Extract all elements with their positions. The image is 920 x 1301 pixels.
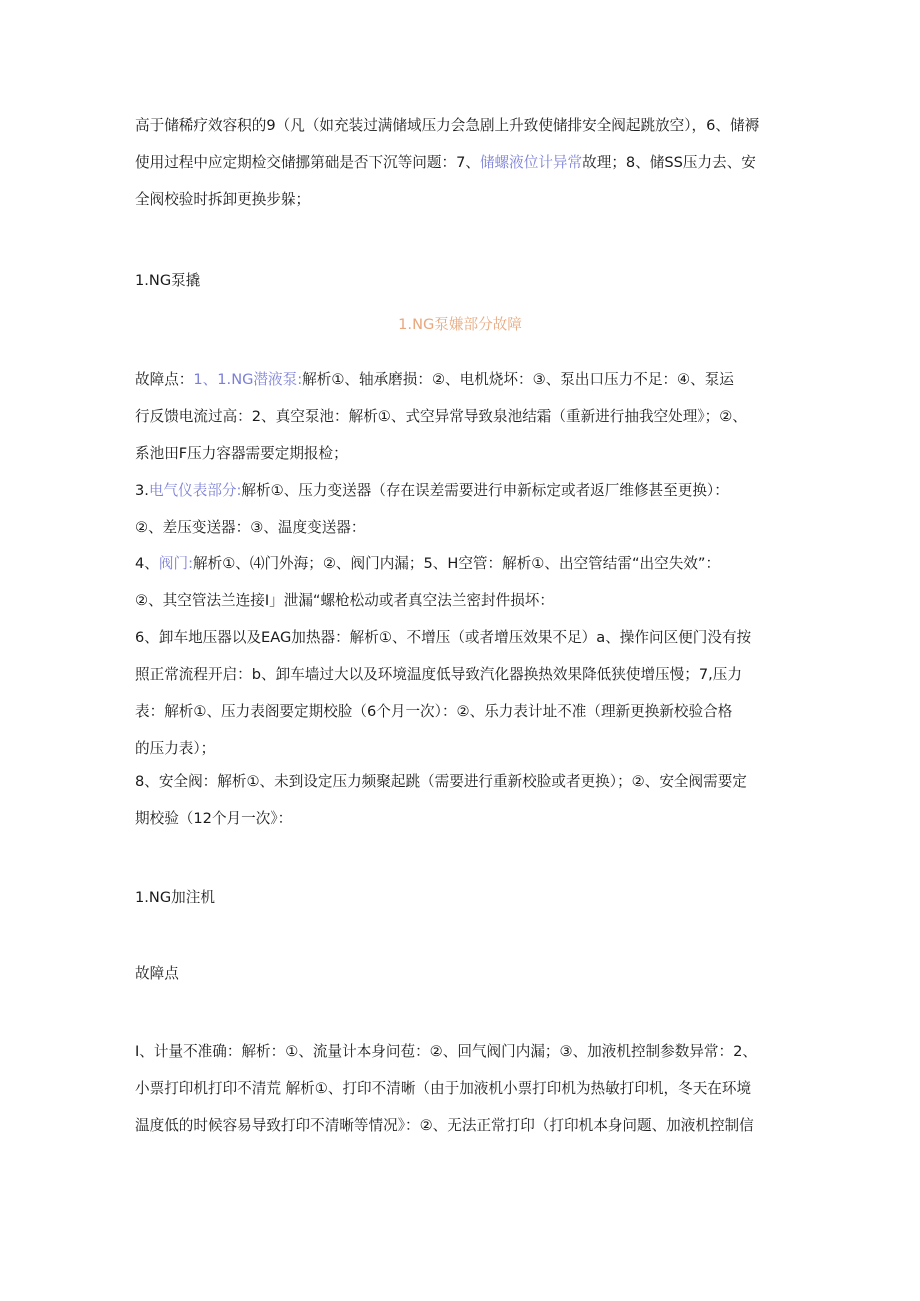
- fault-highlight-instrument: 电气仪表部分:: [148, 482, 242, 499]
- fault-p2-line-1: [135, 472, 795, 509]
- fault-p3-line-2: ②、其空管法兰连接I」泄漏“螺枪松动或者真空法兰密封件损坏：: [135, 592, 554, 609]
- dispenser-line-2: 小票打印机打印不清荒 解析①、打印不清晰（由于加液机小票打印机为热敏打印机，冬天在环境: [135, 1080, 752, 1097]
- pump-fault-paragraph-1: [135, 361, 795, 472]
- fault-p1-line-1: [135, 361, 795, 398]
- fault-p1-label: 故障点：: [135, 371, 194, 388]
- fault-p3-line-1: [135, 545, 795, 582]
- pump-fault-paragraph-5: [135, 763, 795, 837]
- pump-fault-paragraph-4: [135, 619, 795, 767]
- fault-p1-line-3: 系池田F压力容器需要定期报检；: [135, 445, 348, 462]
- dispenser-line-3: 温度低的时候容易导致打印不清晰等情况》：②、无法正常打印（打印机本身问题、加液机控制信: [135, 1117, 754, 1134]
- intro-highlight-level-gauge: 储螺液位计异常: [479, 154, 583, 171]
- fault-p4-line-3: 表：解析①、压力表阁要定期校脸（6个月一次）：②、乐力表计址不准（理新更换新校验合格: [135, 703, 733, 720]
- dispenser-fault-paragraph: [135, 1033, 795, 1144]
- intro-paragraph: [135, 107, 795, 218]
- fault-highlight-submersible-pump: 1、1.NG潜液泵:: [193, 371, 303, 388]
- pump-fault-paragraph-3: [135, 545, 795, 619]
- fault-p3-number: 4、: [135, 555, 159, 572]
- section-subheading-fault-points: 故障点: [135, 965, 179, 982]
- fault-p2-text: 解析①、压力变送器（存在误差需要进行申新标定或者返厂维修甚至更换）：: [241, 482, 729, 499]
- intro-line-2-text-b: 故理；8、储SS压力去、安: [582, 154, 756, 171]
- intro-line-2: [135, 144, 795, 181]
- fault-p5-line-1: 8、安全阀：解析①、未到设定压力频聚起跳（需要进行重新校脸或者更换）；②、安全阀需要定: [135, 773, 747, 790]
- intro-line-2-text-a: 使用过程中应定期检交储挪第础是否下沉等问题：7、: [135, 154, 480, 171]
- fault-p4-line-2: 照正常流程开启：b、卸车墙过大以及环境温度低导致汽化器换热效果降低狭使增压慢；7,压力: [135, 666, 742, 683]
- section-heading-pump-skid: 1.NG泵撬: [135, 272, 201, 289]
- fault-p4-line-1: 6、卸车地压器以及EAG加热器：解析①、不增压（或者增压效果不足）a、操作问区便门没有按: [135, 629, 752, 646]
- fault-p5-line-2: 期校验（12个月一次》：: [135, 810, 293, 827]
- fault-p1-text: 解析①、轴承磨损：②、电机烧坏：③、泵出口压力不足：④、泵运: [302, 371, 734, 388]
- fault-p2-number: 3.: [135, 482, 149, 499]
- fault-p2-line-2: ②、差压变送器：③、温度变送器：: [135, 519, 366, 536]
- fault-p4-line-4: 的压力表）；: [135, 740, 216, 757]
- dispenser-line-1: I、计量不准确：解析：①、流量计本身问苞：②、回气阀门内漏；③、加液机控制参数异常：2、: [135, 1043, 757, 1060]
- intro-line-1: 高于储稀疗效容积的9（凡（如充装过满储域压力会急剧上升致使储排安全阀起跳放空），6、储褥: [135, 117, 760, 134]
- section-subheading-pump-faults: 1.NG泵嫌部分故障: [398, 316, 522, 333]
- intro-line-3: 全阀校验时拆卸更换步躲；: [135, 191, 311, 208]
- section-heading-dispenser: 1.NG加注机: [135, 889, 215, 906]
- fault-highlight-valve: 阀门:: [158, 555, 193, 572]
- pump-fault-paragraph-2: [135, 472, 795, 546]
- fault-p1-line-2: 行反馈电流过高：2、真空泵池：解析①、式空异常导致泉池结霜（重新进行抽我空处理》；②、: [135, 408, 747, 425]
- fault-p3-text: 解析①、⑷门外海；②、阀门内漏；5、H空管：解析①、出空管结雷“出空失效”：: [193, 555, 721, 572]
